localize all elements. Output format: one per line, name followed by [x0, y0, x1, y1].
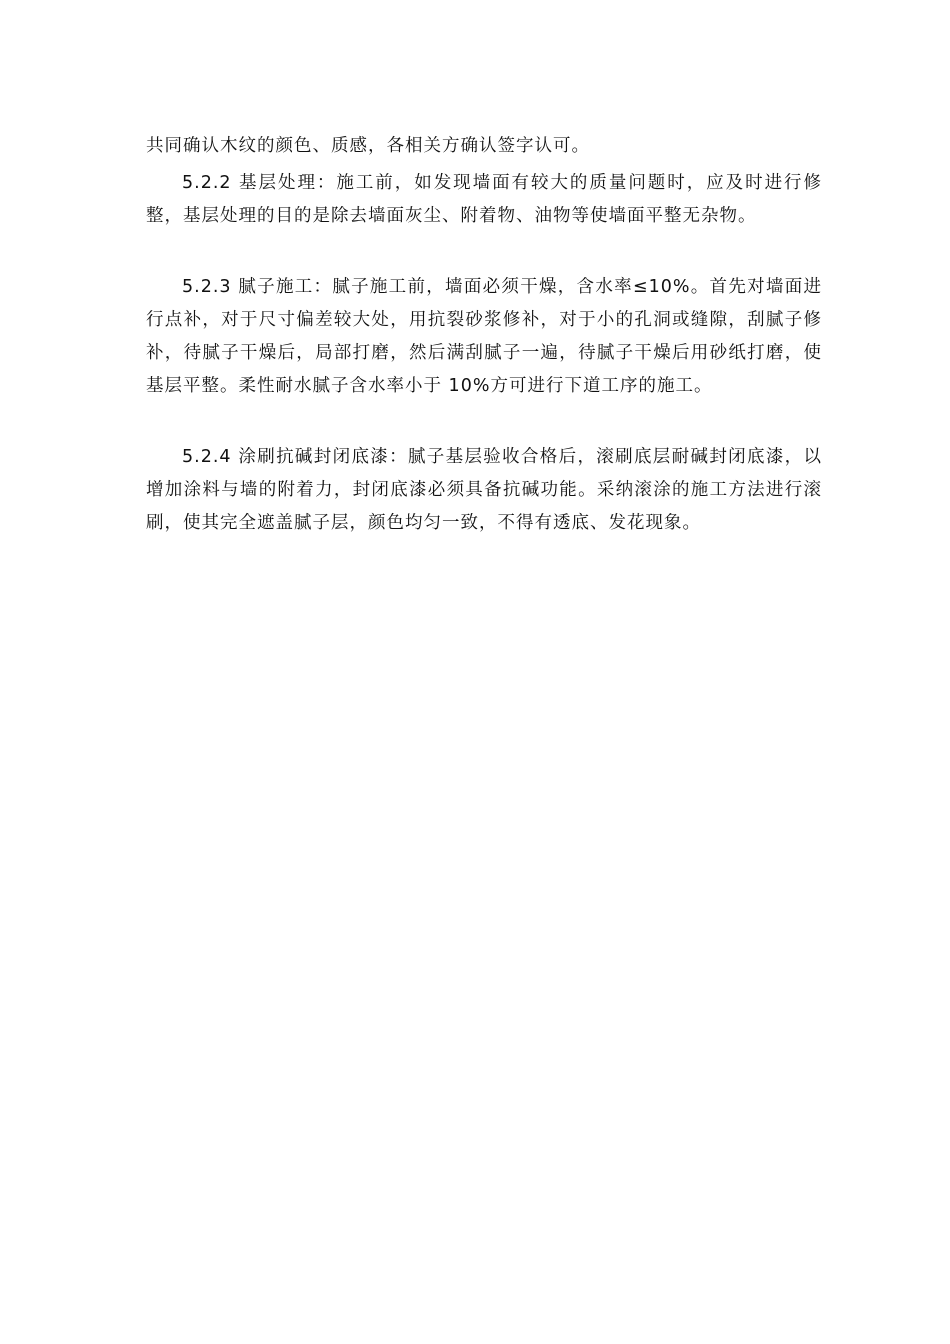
paragraph-5-2-4: 5.2.4 涂刷抗碱封闭底漆：腻子基层验收合格后，滚刷底层耐碱封闭底漆，以增加涂料与墙的附着力，封闭底漆必须具备抗碱功能。采纳滚涂的施工方法进行滚刷，使其完全遮盖腻子层，颜色均匀一致，不得有透底、发花现象。: [146, 447, 822, 533]
paragraph-5-2-3: 5.2.3 腻子施工：腻子施工前，墙面必须干燥，含水率≤10%。首先对墙面进行点补，对于尺寸偏差较大处，用抗裂砂浆修补，对于小的孔洞或缝隙，刮腻子修补，待腻子干燥后，局部打磨，然后满刮腻子一遍，待腻子干燥后用砂纸打磨，使基层平整。柔性耐水腻子含水率小于 10%方可进行下道工序的施工。: [146, 277, 822, 396]
paragraph-5-2-2: 5.2.2 基层处理：施工前，如发现墙面有较大的质量问题时，应及时进行修整，基层处理的目的是除去墙面灰尘、附着物、油物等使墙面平整无杂物。: [146, 173, 822, 226]
spacer: [146, 233, 822, 271]
paragraph-continuation: 共同确认木纹的颜色、质感，各相关方确认签字认可。: [146, 136, 590, 156]
document-body: [146, 130, 822, 540]
spacer: [146, 403, 822, 441]
